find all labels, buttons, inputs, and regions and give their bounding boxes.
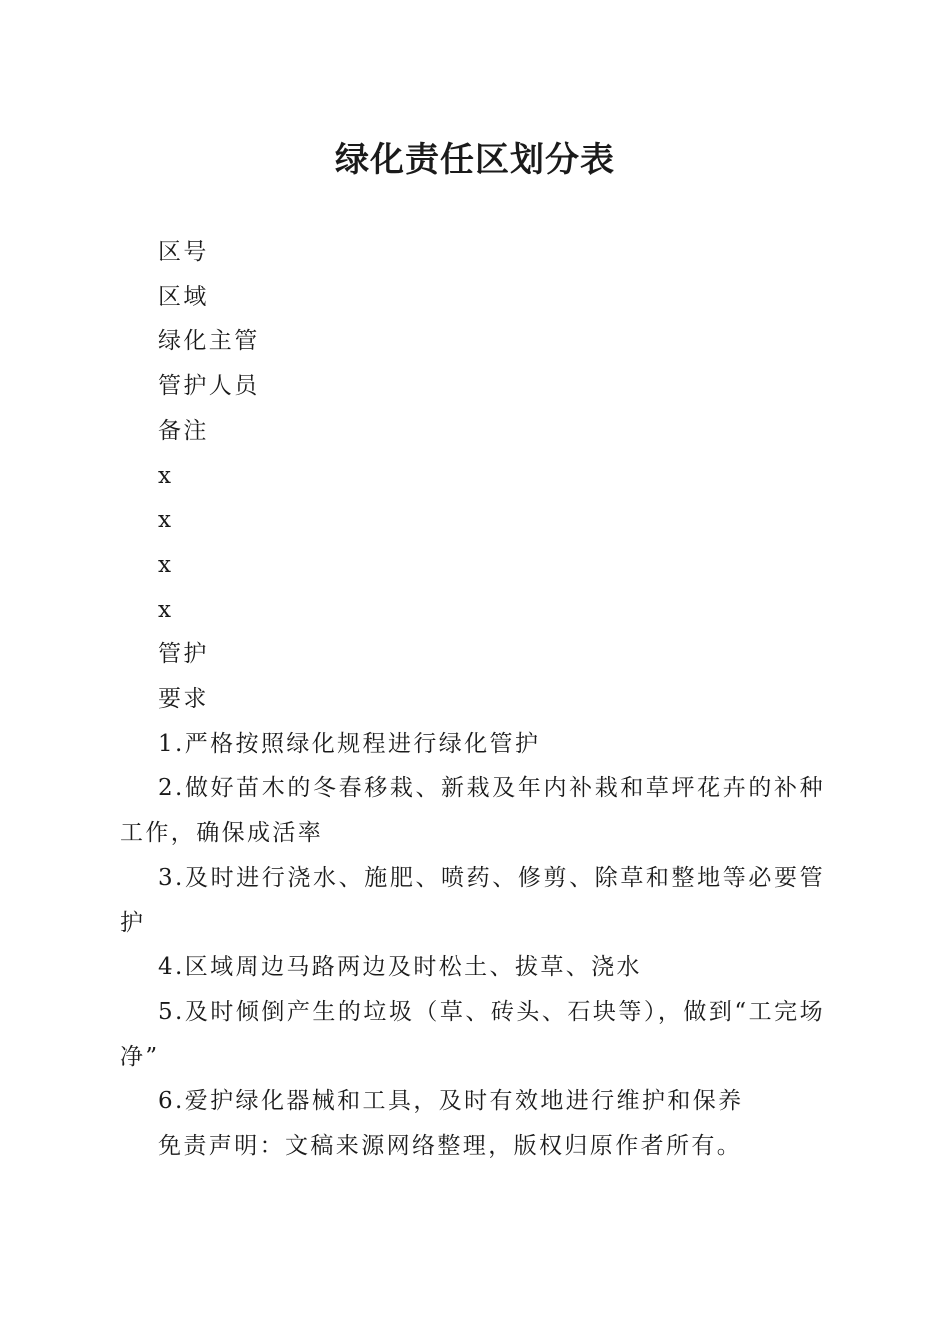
placeholder-value: x (158, 596, 174, 623)
requirement-item: 1.严格按照绿化规程进行绿化管护 (158, 730, 541, 757)
field-label-greening-supervisor: 绿化主管 (158, 328, 260, 355)
document-body (120, 230, 825, 1169)
requirements-heading-line-2: 要求 (158, 686, 209, 713)
requirement-item: 6.爱护绿化器械和工具，及时有效地进行维护和保养 (158, 1088, 744, 1115)
requirement-item: 4.区域周边马路两边及时松土、拔草、浇水 (158, 954, 642, 981)
requirement-item: 2.做好苗木的冬春移栽、新栽及年内补栽和草坪花卉的补种工作，确保成活率 (120, 775, 825, 847)
requirement-item: 5.及时倾倒产生的垃圾（草、砖头、石块等），做到“工完场净” (120, 998, 825, 1070)
field-label-area: 区域 (158, 283, 209, 310)
disclaimer-text: 免责声明：文稿来源网络整理，版权归原作者所有。 (158, 1133, 743, 1160)
field-label-remarks: 备注 (158, 417, 209, 444)
field-label-zone-number: 区号 (158, 239, 209, 265)
requirement-item: 3.及时进行浇水、施肥、喷药、修剪、除草和整地等必要管护 (120, 864, 825, 936)
placeholder-value: x (158, 507, 174, 534)
placeholder-value: x (158, 551, 174, 578)
placeholder-value: x (158, 462, 174, 489)
document-title: 绿化责任区划分表 (335, 140, 615, 180)
field-label-caretaker: 管护人员 (158, 373, 260, 400)
requirements-heading-line-1: 管护 (158, 641, 209, 668)
